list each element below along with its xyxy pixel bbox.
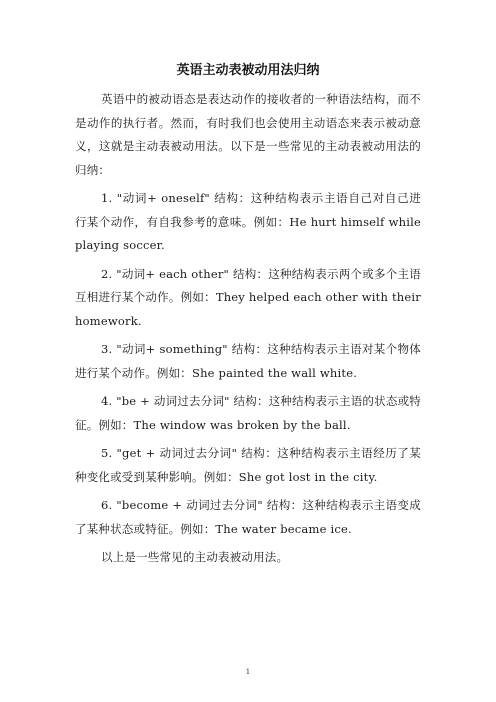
page-number: 1 bbox=[245, 668, 251, 676]
intro-paragraph: 英语中的被动语态是表达动作的接收者的一种语法结构，而不是动作的执行者。然而，有时我们也会使用主动语态来表示被动意义，这就是主动表被动用法。以下是一些常见的主动表被动用法的归纳： bbox=[75, 92, 421, 177]
list-item: 3. "动词+ something" 结构：这种结构表示主语对某个物体进行某个动作。例如：She painted the wall white. bbox=[75, 342, 421, 380]
conclusion-paragraph: 以上是一些常见的主动表被动用法。 bbox=[101, 550, 289, 564]
list-item: 5. "get + 动词过去分词" 结构：这种结构表示主语经历了某种变化或受到某种影响。例如：She got lost in the city. bbox=[75, 446, 421, 484]
document-body bbox=[75, 88, 421, 575]
list-item: 1. "动词+ oneself" 结构：这种结构表示主语自己对自己进行某个动作，有自我参考的意味。例如：He hurt himself while playing soccer. bbox=[75, 191, 421, 252]
document-title: 英语主动表被动用法归纳 bbox=[176, 63, 320, 78]
list-item: 6. "become + 动词过去分词" 结构：这种结构表示主语变成了某种状态或特征。例如：The water became ice. bbox=[75, 498, 421, 536]
list-item: 4. "be + 动词过去分词" 结构：这种结构表示主语的状态或特征。例如：The window was broken by the ball. bbox=[75, 394, 421, 432]
list-item: 2. "动词+ each other" 结构：这种结构表示两个或多个主语互相进行某个动作。例如：They helped each other with their homework. bbox=[75, 266, 421, 328]
